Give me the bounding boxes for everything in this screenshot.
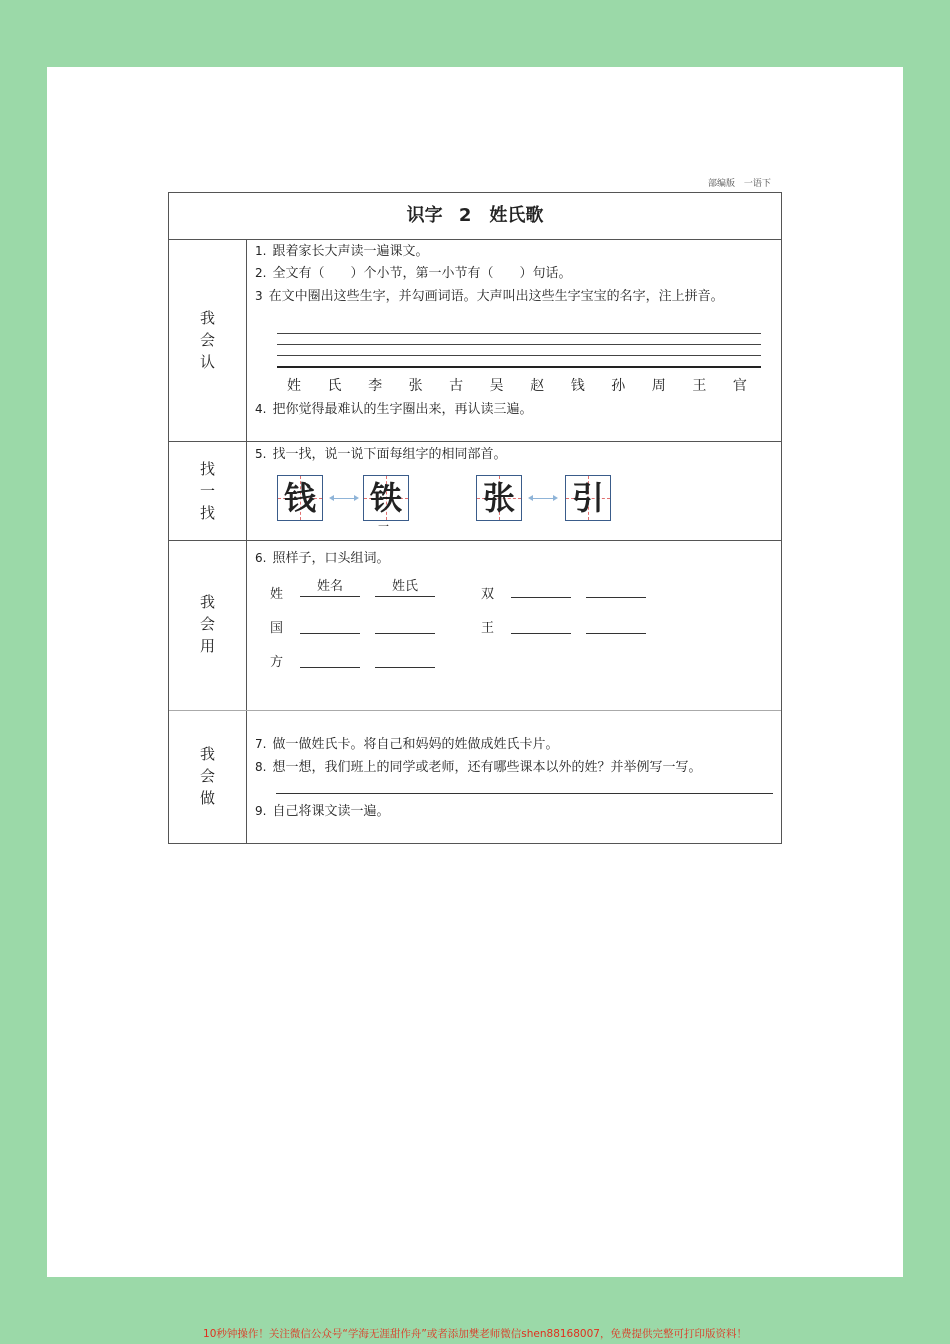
- question-5: 5. 找一找，说一说下面每组字的相同部首。: [255, 447, 507, 462]
- tianzige-box: 张: [476, 475, 522, 521]
- worksheet-title: 识字 2 姓氏歌: [169, 193, 781, 240]
- word-blank[interactable]: [300, 651, 360, 668]
- character: 吴: [489, 378, 504, 394]
- word-blank[interactable]: [375, 617, 435, 634]
- edition-header: [708, 176, 771, 189]
- word-blank[interactable]: [586, 581, 646, 598]
- word-row-char: 国: [270, 621, 284, 636]
- tianzige-box: 铁: [363, 475, 409, 521]
- question-8: 8. 想一想，我们班上的同学或老师，还有哪些课本以外的姓？并举例写一写。: [255, 760, 702, 775]
- section-divider: [169, 441, 781, 442]
- edition-label: 部编版: [708, 179, 736, 189]
- character: 张: [408, 378, 423, 394]
- word-blank[interactable]: [511, 617, 571, 634]
- word-blank[interactable]: 姓氏: [375, 580, 435, 597]
- section-label-find: 找 一 找: [199, 460, 215, 522]
- pinyin-lines: [277, 333, 761, 378]
- question-9: 9. 自己将课文读一遍。: [255, 804, 390, 819]
- character: 官: [732, 378, 747, 394]
- worksheet-table: [168, 192, 782, 844]
- word-blank[interactable]: [511, 581, 571, 598]
- word-blank[interactable]: 姓名: [300, 580, 360, 597]
- word-blank[interactable]: [300, 617, 360, 634]
- question-6: 6. 照样子，口头组词。: [255, 551, 390, 566]
- word-blank[interactable]: [375, 651, 435, 668]
- double-arrow-icon: [331, 498, 357, 499]
- question-7: 7. 做一做姓氏卡。将自己和妈妈的姓做成姓氏卡片。: [255, 737, 559, 752]
- section-label-do: 我 会 做: [199, 745, 215, 807]
- cut-off-mark: 一: [378, 520, 389, 533]
- tianzige-box: 引: [565, 475, 611, 521]
- section-label-use: 我 会 用: [199, 593, 215, 655]
- section-divider: [169, 710, 781, 711]
- answer-line[interactable]: [276, 793, 773, 794]
- question-4: 4. 把你觉得最难认的生字圈出来，再认读三遍。: [255, 402, 533, 417]
- character: 孙: [611, 378, 626, 394]
- question-1: 1. 跟着家长大声读一遍课文。: [255, 244, 429, 259]
- grade-label: 一语下: [743, 179, 771, 189]
- double-arrow-icon: [530, 498, 556, 499]
- word-row-char: 王: [481, 621, 495, 636]
- character: 李: [368, 378, 383, 394]
- column-divider: [246, 239, 247, 843]
- character: 周: [651, 378, 666, 394]
- promo-footer: 10秒钟操作！关注微信公众号“学海无涯甜作舟”或者添加樊老师微信shen88168007，免费提供完整可打印版资料！: [203, 1328, 747, 1340]
- word-row-char: 双: [481, 587, 495, 602]
- word-blank[interactable]: [586, 617, 646, 634]
- character: 古: [449, 378, 464, 394]
- character: 王: [692, 378, 707, 394]
- section-label-recognize: 我 会 认: [199, 309, 215, 371]
- word-row-char: 姓: [270, 587, 284, 602]
- tianzige-box: 钱: [277, 475, 323, 521]
- section-divider: [169, 540, 781, 541]
- word-row-char: 方: [270, 655, 284, 670]
- question-2: 2. 全文有（ ）个小节，第一小节有（ ）句话。: [255, 266, 572, 281]
- character: 赵: [530, 378, 545, 394]
- character: 氏: [327, 378, 342, 394]
- question-3: 3 在文中圈出这些生字，并勾画词语。大声叫出这些生字宝宝的名字，注上拼音。: [255, 289, 724, 304]
- character: 钱: [570, 378, 585, 394]
- character-list: [287, 375, 747, 395]
- character: 姓: [287, 378, 301, 394]
